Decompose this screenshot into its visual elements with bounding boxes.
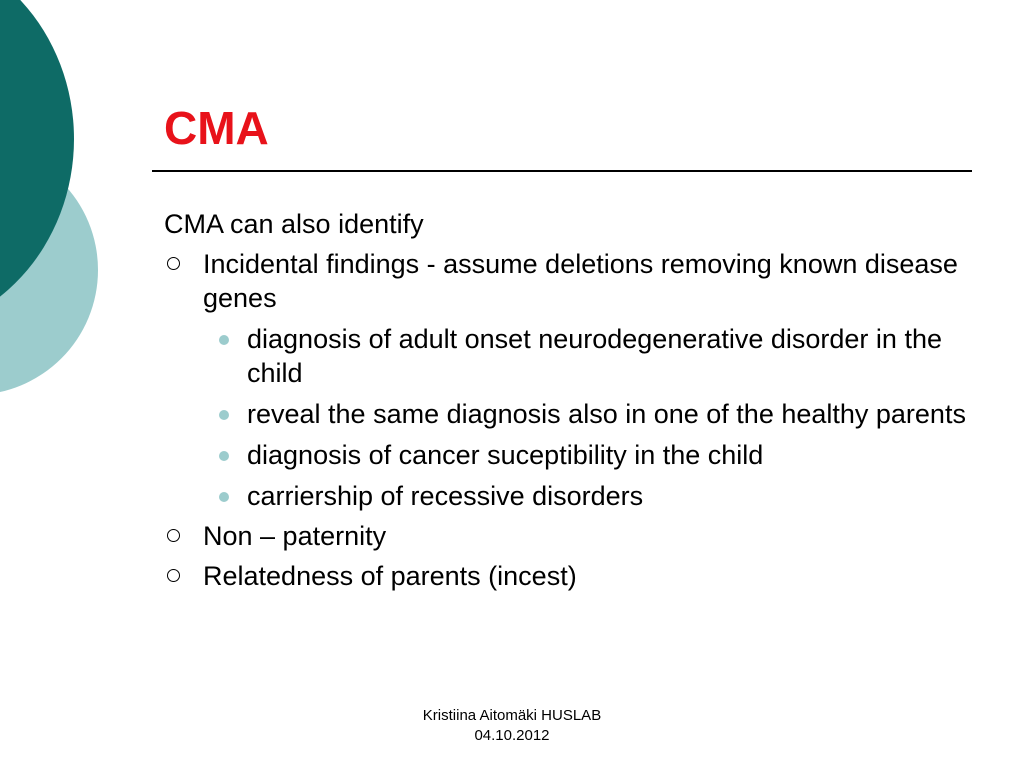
bullet-text: Relatedness of parents (incest) [203, 561, 577, 591]
footer-date: 04.10.2012 [474, 727, 550, 744]
sub-bullet-item [164, 322, 984, 390]
sub-bullet-text: reveal the same diagnosis also in one of the healthy parents [247, 399, 966, 429]
bullet-item [164, 247, 984, 315]
dot-bullet-icon [219, 451, 229, 461]
sub-bullet-text: carriership of recessive disorders [247, 481, 644, 511]
ring-bullet-icon [167, 257, 180, 270]
bullet-item [164, 559, 984, 593]
bullet-text: Non – paternity [203, 521, 387, 551]
bullet-item [164, 519, 984, 553]
bullet-text: Incidental findings - assume deletions removing known disease genes [203, 249, 958, 313]
sub-bullet-text: diagnosis of cancer suceptibility in the child [247, 440, 764, 470]
intro-text: CMA can also identify [164, 209, 424, 239]
footer-author: Kristiina Aitomäki HUSLAB [422, 707, 602, 724]
dot-bullet-icon [219, 335, 229, 345]
ring-bullet-icon [167, 529, 180, 542]
slide-body [164, 207, 984, 593]
title-divider [152, 170, 972, 172]
slide-title: CMA [164, 102, 269, 154]
dot-bullet-icon [219, 492, 229, 502]
sub-bullet-item [164, 438, 984, 472]
sub-bullet-item [164, 397, 984, 431]
sub-bullet-text: diagnosis of adult onset neurodegenerative disorder in the child [247, 324, 942, 388]
ring-bullet-icon [167, 569, 180, 582]
sub-bullet-item [164, 479, 984, 513]
dot-bullet-icon [219, 410, 229, 420]
slide-footer [384, 706, 640, 746]
